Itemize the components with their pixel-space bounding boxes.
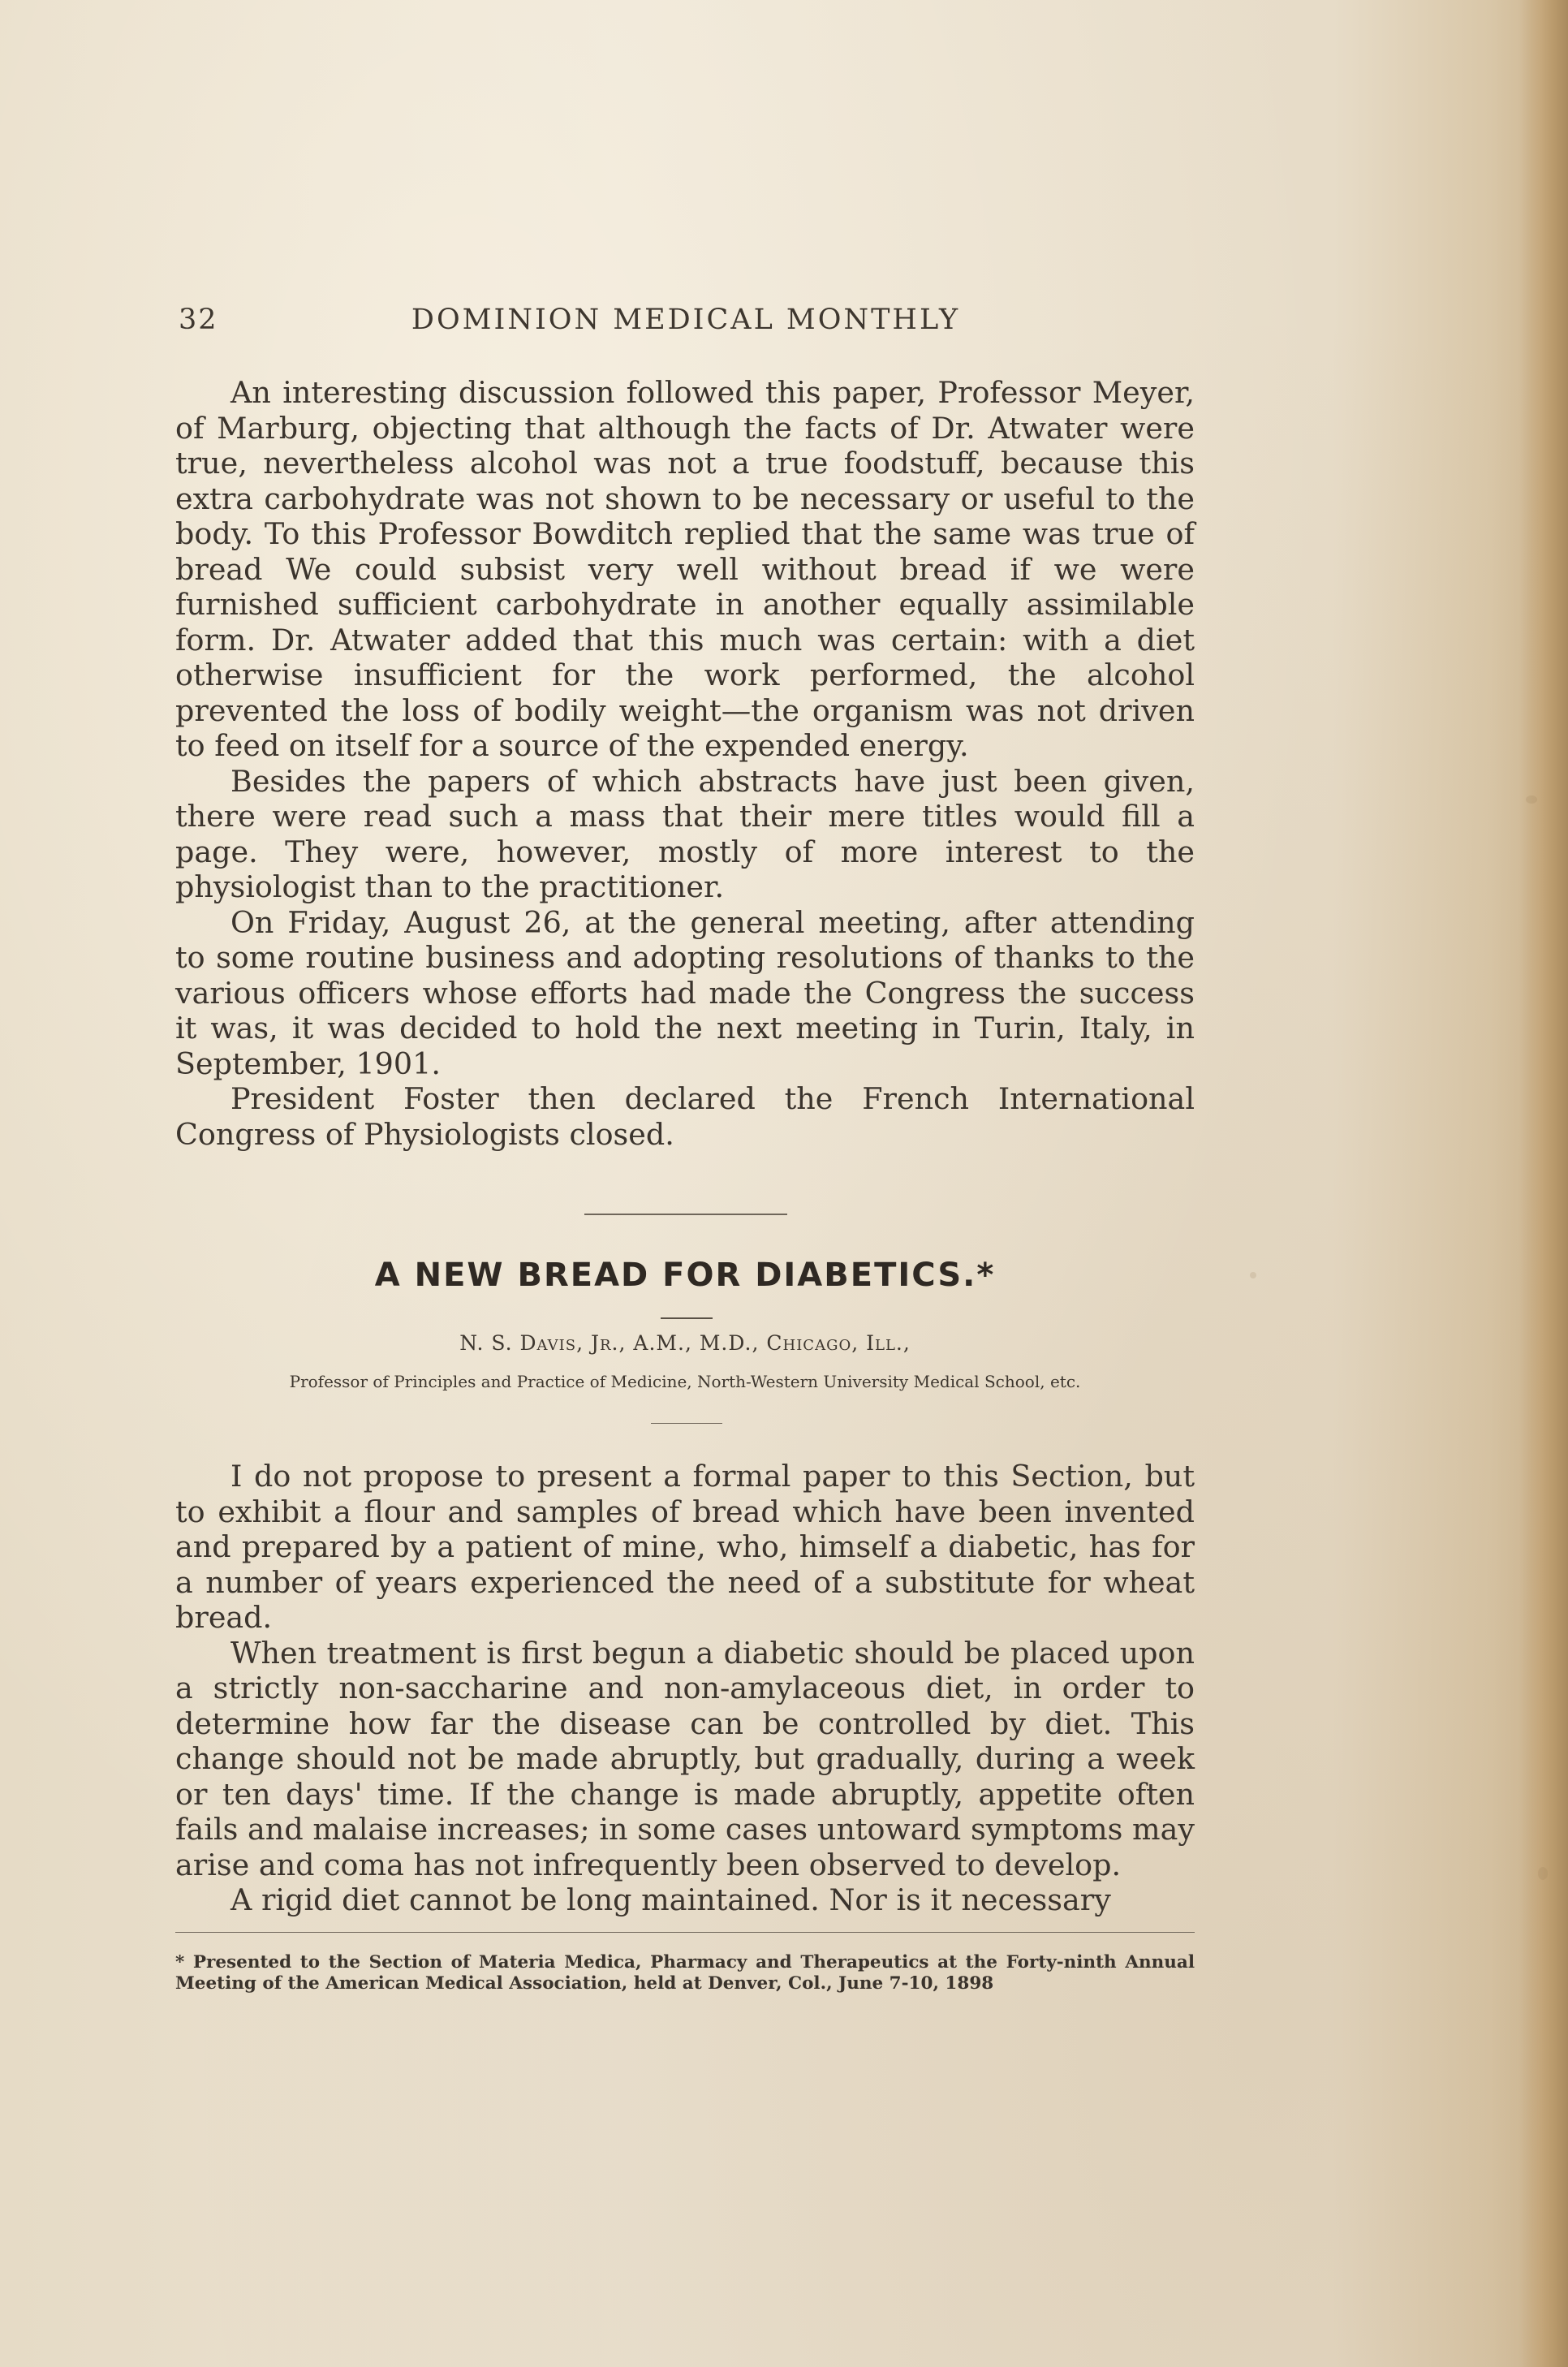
paragraph: An interesting discussion followed this paper, Professor Meyer, of Marburg, objecting that although the facts of Dr. Atwater were true, nevertheless alcohol was not a true foodstuff, because this extra carbohydrate was not shown to be necessary or useful to the body. To this Professor Bowditch replied that the same was true of bread We could subsist very well without bread if we were furnished sufficient carbohydrate in another equally assimilable form. Dr. Atwater added that this much was certain: with a diet otherwise insufficient for the work performed, the alcohol prevented the loss of bodily weight—the organism was not driven to feed on itself for a source of the expended energy. bbox=[175, 375, 1195, 763]
paragraph: President Foster then declared the French International Congress of Physiologists closed. bbox=[175, 1081, 1195, 1152]
paragraph: Besides the papers of which abstracts have just been given, there were read such a mass that their mere titles would fill a page. They were, however, mostly of more interest to the physiologist than to the practitioner. bbox=[175, 763, 1195, 904]
running-title: DOMINION MEDICAL MONTHLY bbox=[411, 304, 961, 336]
section-divider bbox=[584, 1214, 787, 1215]
paragraph: On Friday, August 26, at the general meeting, after attending to some routine business and adopting resolutions of thanks to the various officers whose efforts had made the Congress the success it was, it was decided to hold the next meeting in Turin, Italy, in September, 1901. bbox=[175, 904, 1195, 1081]
paper-stain bbox=[1538, 1867, 1548, 1880]
page-edge-shadow bbox=[1519, 0, 1568, 2367]
page-header bbox=[179, 304, 1193, 344]
paragraph: A rigid diet cannot be long maintained. Nor is it necessary bbox=[230, 1882, 1111, 1917]
paragraph: When treatment is first begun a diabetic should be placed upon a strictly non-saccharine and non-amylaceous diet, in order to determine how far the disease can be controlled by diet. This change should not be made abruptly, but gradually, during a week or ten days' time. If the change is made abruptly, appetite often fails and malaise increases; in some cases untoward symptoms may arise and coma has not infrequently been observed to develop. bbox=[175, 1635, 1195, 1882]
article-title: A NEW BREAD FOR DIABETICS.* bbox=[374, 1257, 996, 1294]
page-number: 32 bbox=[179, 304, 218, 336]
conference-report-section bbox=[175, 375, 1195, 1152]
article-body bbox=[175, 1459, 1195, 1918]
footnote-rule bbox=[175, 1932, 1195, 1933]
footnote: * Presented to the Section of Materia Medica, Pharmacy and Therapeutics at the Forty-ninth Annual Meeting of the American Medical Association, held at Denver, Col., June 7-10, 1898 bbox=[175, 1952, 1195, 1994]
paper-stain bbox=[1250, 1272, 1256, 1278]
author-affiliation: Professor of Principles and Practice of Medicine, North-Western University Medical School, etc. bbox=[289, 1372, 1081, 1391]
author-byline: N. S. Davis, Jr., A.M., M.D., Chicago, Ill., bbox=[459, 1331, 911, 1355]
paragraph: I do not propose to present a formal paper to this Section, but to exhibit a flour and samples of bread which have been invented and prepared by a patient of mine, who, himself a diabetic, has for a number of years experienced the need of a substitute for wheat bread. bbox=[175, 1459, 1195, 1635]
paper-stain bbox=[1526, 795, 1537, 804]
title-rule bbox=[661, 1317, 713, 1319]
byline-rule bbox=[651, 1423, 722, 1424]
